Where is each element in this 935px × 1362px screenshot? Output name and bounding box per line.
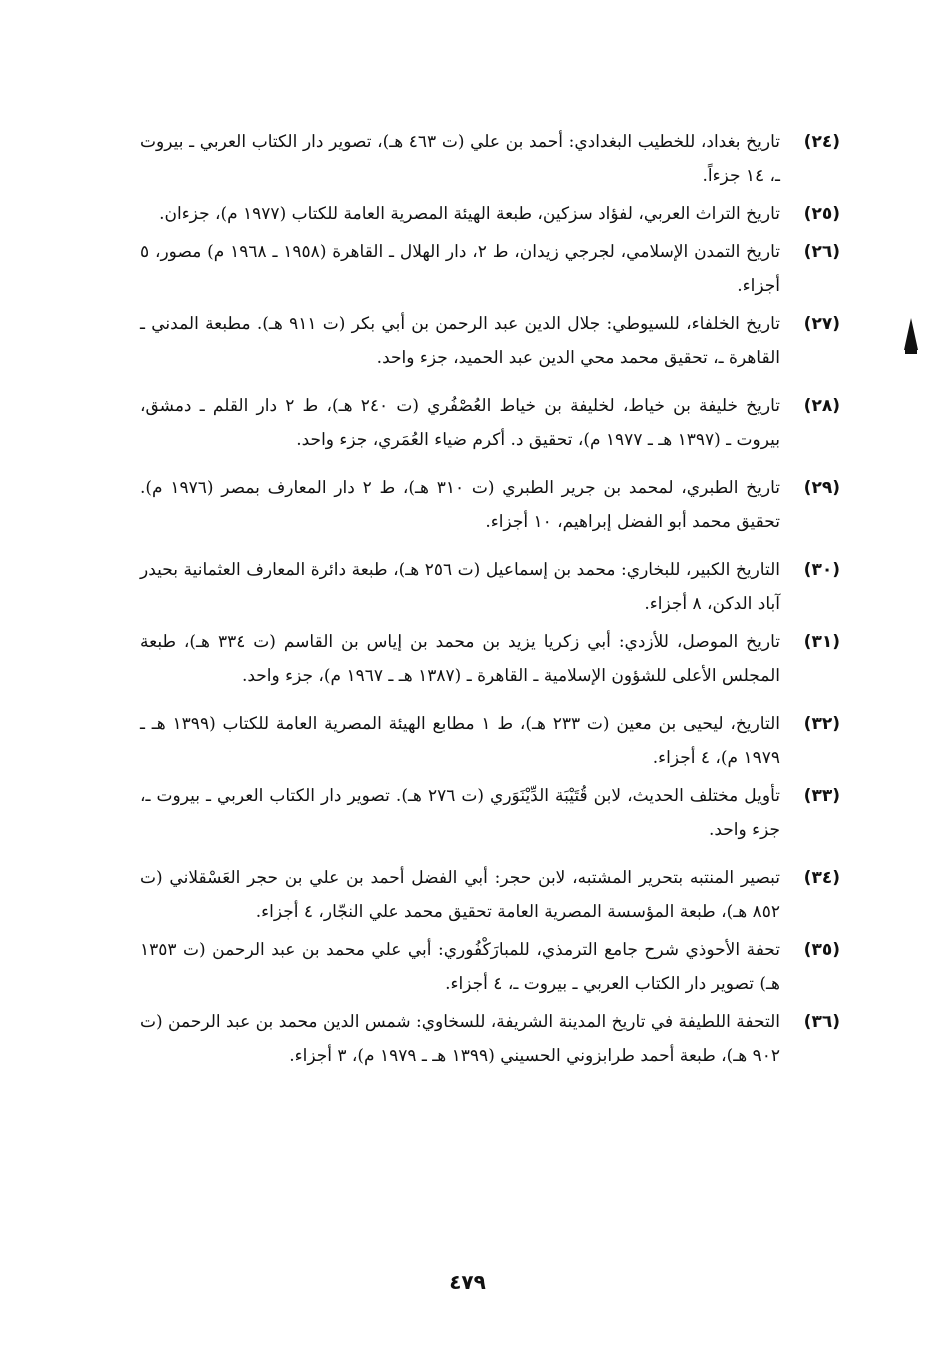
list-item	[140, 625, 840, 693]
list-item	[140, 471, 840, 539]
entry-number: (٣٣)	[803, 786, 840, 806]
list-item	[140, 861, 840, 929]
entry-text: تاريخ الخلفاء، للسيوطي: جلال الدين عبد الرحمن بن أبي بكر (ت ٩١١ هـ). مطبعة المدني ـ القاهرة ـ، تحقيق محمد محي الدين عبد الحميد، جزء واحد.	[140, 314, 780, 368]
entry-number: (٢٨)	[803, 396, 840, 416]
entry-number: (٢٧)	[803, 314, 840, 334]
entry-number: (٢٦)	[803, 242, 840, 262]
entry-number: (٣٠)	[803, 560, 840, 580]
margin-mark	[904, 318, 918, 350]
entry-text: تاريخ الموصل، للأزدي: أبي زكريا يزيد بن محمد بن إياس بن القاسم (ت ٣٣٤ هـ)، طبعة المجلس الأعلى للشؤون الإسلامية ـ القاهرة ـ (١٣٨٧ هـ ـ ١٩٦٧ م)، جزء واحد.	[140, 632, 780, 686]
list-item	[140, 197, 840, 231]
entry-text: تاريخ بغداد، للخطيب البغدادي: أحمد بن علي (ت ٤٦٣ هـ)، تصوير دار الكتاب العربي ـ بيروت ـ، ١٤ جزءاً.	[140, 132, 780, 186]
entry-text: التاريخ، ليحيى بن معين (ت ٢٣٣ هـ)، ط ١ مطابع الهيئة المصرية العامة للكتاب (١٣٩٩ هـ ـ ١٩٧٩ م)، ٤ أجزاء.	[140, 714, 781, 768]
list-item	[140, 235, 840, 303]
entry-text: التاريخ الكبير، للبخاري: محمد بن إسماعيل (ت ٢٥٦ هـ)، طبعة دائرة المعارف العثمانية بحيدر آباد الدكن، ٨ أجزاء.	[140, 560, 781, 614]
list-item	[140, 553, 840, 621]
entry-text: تحفة الأحوذي شرح جامع الترمذي، للمبارَكْفُوري: أبي علي محمد بن عبد الرحمن (ت ١٣٥٣ هـ) تصوير دار الكتاب العربي ـ بيروت ـ، ٤ أجزاء.	[140, 940, 780, 994]
page-number: ٤٧٩	[449, 1270, 486, 1294]
entry-number: (٣١)	[803, 632, 840, 652]
list-item	[140, 307, 840, 375]
entry-number: (٣٥)	[803, 940, 840, 960]
list-item	[140, 389, 840, 457]
entry-text: تأويل مختلف الحديث، لابن قُتَيْبَة الدِّيْنَوَري (ت ٢٧٦ هـ). تصوير دار الكتاب العربي ـ بيروت ـ، جزء واحد.	[140, 786, 780, 840]
entry-number: (٢٤)	[803, 132, 840, 152]
entry-text: تاريخ الطبري، لمحمد بن جرير الطبري (ت ٣١٠ هـ)، ط ٢ دار المعارف بمصر (١٩٧٦ م). تحقيق محمد أبو الفضل إبراهيم، ١٠ أجزاء.	[140, 478, 781, 532]
entry-text: تاريخ التمدن الإسلامي، لجرجي زيدان، ط ٢، دار الهلال ـ القاهرة (١٩٥٨ ـ ١٩٦٨ م) مصور، ٥ أجزاء.	[140, 242, 780, 296]
entry-number: (٣٦)	[803, 1012, 840, 1032]
list-item	[140, 779, 840, 847]
list-item	[140, 125, 840, 193]
entry-number: (٢٥)	[803, 204, 840, 224]
entry-text: تبصير المنتبه بتحرير المشتبه، لابن حجر: أبي الفضل أحمد بن علي بن حجر العَسْقلاني (ت ٨٥٢ هـ)، طبعة المؤسسة المصرية العامة تحقيق محمد علي النجّار، ٤ أجزاء.	[140, 868, 780, 922]
margin-mark-base	[905, 348, 917, 354]
list-item	[140, 1005, 840, 1073]
list-item	[140, 707, 840, 775]
entry-text: التحفة اللطيفة في تاريخ المدينة الشريفة، للسخاوي: شمس الدين محمد بن عبد الرحمن (ت ٩٠٢ هـ)، طبعة أحمد طرابزوني الحسيني (١٣٩٩ هـ ـ ١٩٧٩ م)، ٣ أجزاء.	[140, 1012, 780, 1066]
bibliography-list	[140, 125, 840, 1077]
entry-number: (٣٤)	[803, 868, 840, 888]
entry-text: تاريخ خليفة بن خياط، لخليفة بن خياط العُصْفُري (ت ٢٤٠ هـ)، ط ٢ دار القلم ـ دمشق، بيروت ـ (١٣٩٧ هـ ـ ١٩٧٧ م)، تحقيق د. أكرم ضياء العُمَري، جزء واحد.	[140, 396, 780, 450]
entry-number: (٣٢)	[803, 714, 840, 734]
entry-text: تاريخ التراث العربي، لفؤاد سزكين، طبعة الهيئة المصرية العامة للكتاب (١٩٧٧ م)، جزءان.	[159, 204, 780, 224]
list-item	[140, 933, 840, 1001]
entry-number: (٢٩)	[803, 478, 840, 498]
